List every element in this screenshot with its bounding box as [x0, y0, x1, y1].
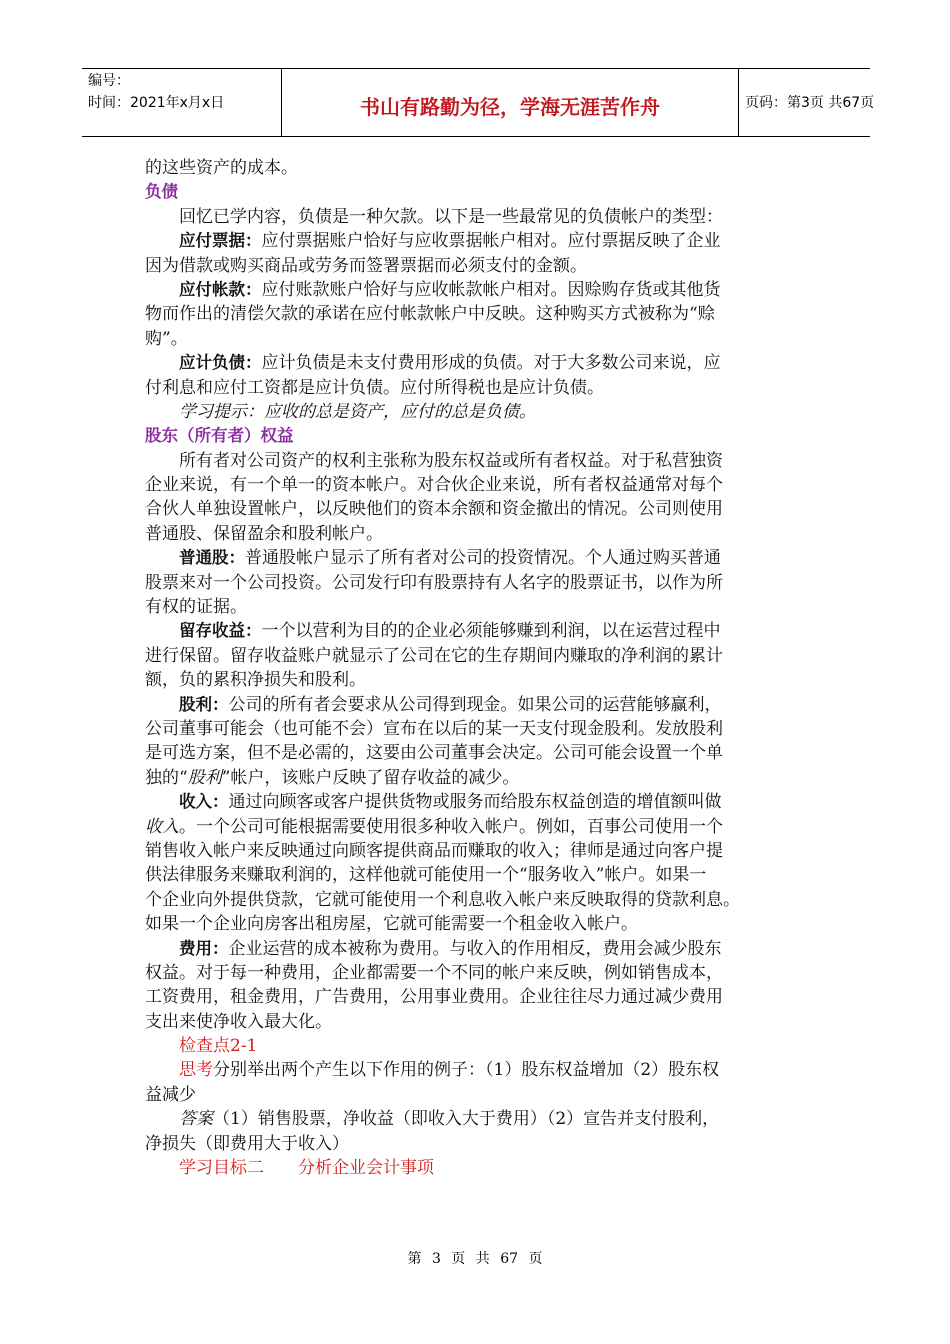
paragraph-line: 应付帐款：应付账款账户恰好与应收帐款帐户相对。因赊购存货或其他货 — [179, 279, 721, 300]
paragraph-line: 权益。对于每一种费用，企业都需要一个不同的帐户来反映，例如销售成本， — [145, 962, 723, 983]
paragraph-line: 购”。 — [145, 328, 188, 349]
paragraph-line: 合伙人单独设置帐户，以反映他们的资本余额和资金撤出的情况。公司则使用 — [145, 499, 723, 520]
paragraph-line: 个企业向外提供贷款，它就可能使用一个利息收入帐户来反映取得的贷款利息。 — [145, 889, 740, 910]
paragraph-line: 应计负债：应计负债是未支付费用形成的负债。对于大多数公司来说，应 — [179, 353, 721, 374]
learning-objective-heading: 学习目标二 分析企业会计事项 — [179, 1158, 434, 1179]
term-accounts-payable: 应付帐款： — [179, 279, 262, 299]
paragraph-line: 应付票据：应付票据账户恰好与应收票据帐户相对。应付票据反映了企业 — [179, 231, 721, 252]
paragraph-line: 益减少 — [145, 1084, 196, 1105]
number-label: 编号： — [88, 73, 130, 89]
think-label: 思考 — [179, 1060, 213, 1081]
paragraph-line: 付利息和应付工资都是应计负债。应付所得税也是应计负债。 — [145, 377, 604, 398]
paragraph-line: 股票来对一个公司投资。公司发行印有股票持有人名字的股票证书，以作为所 — [145, 572, 723, 593]
header-right-cell — [739, 69, 875, 136]
header-page-info: 页码：第3页 共67页 — [745, 95, 875, 111]
checkpoint-heading: 检查点2-1 — [179, 1036, 258, 1057]
answer-label: 答案 — [179, 1109, 213, 1130]
paragraph-line: 股利：公司的所有者会要求从公司得到现金。如果公司的运营能够赢利， — [179, 694, 722, 715]
paragraph-line: 所有者对公司资产的权利主张称为股东权益或所有者权益。对于私营独资 — [179, 450, 723, 471]
paragraph-line: 的这些资产的成本。 — [145, 158, 298, 178]
header-left-cell — [82, 69, 282, 136]
section-heading-equity: 股东（所有者）权益 — [145, 426, 294, 446]
paragraph-line: 思考分别举出两个产生以下作用的例子：（1）股东权益增加（2）股东权 — [179, 1060, 720, 1081]
paragraph-line: 公司董事可能会（也可能不会）宣布在以后的某一天支付现金股利。发放股利 — [145, 718, 723, 739]
header-motto: 书山有路勤为径，学海无涯苦作舟 — [360, 95, 660, 119]
page-footer: 第 3 页 共 67 页 — [407, 1251, 543, 1267]
section-heading-liabilities: 负债 — [145, 182, 178, 202]
paragraph-line: 额，负的累积净损失和股利。 — [145, 670, 366, 691]
term-retained-earnings: 留存收益： — [179, 621, 262, 641]
paragraph-line: 留存收益：一个以营利为目的的企业必须能够赚到利润，以在运营过程中 — [179, 621, 721, 642]
document-body — [145, 156, 810, 1180]
paragraph-line: 是可选方案，但不是必需的，这要由公司董事会决定。公司可能会设置一个单 — [145, 743, 723, 764]
paragraph-line: 收入：通过向顾客或客户提供货物或服务而给股东权益创造的增值额叫做 — [179, 792, 722, 813]
term-dividends: 股利： — [179, 694, 229, 714]
paragraph-line: 净损失（即费用大于收入） — [145, 1133, 349, 1154]
paragraph-line: 普通股、保留盈余和股利帐户。 — [145, 523, 383, 544]
page-header — [82, 68, 875, 137]
paragraph-line: 支出来使净收入最大化。 — [145, 1011, 332, 1032]
paragraph-line: 进行保留。留存收益账户就显示了公司在它的生存期间内赚取的净利润的累计 — [145, 645, 723, 666]
term-revenue: 收入： — [179, 792, 229, 812]
paragraph-line: 回忆已学内容，负债是一种欠款。以下是一些最常见的负债帐户的类型： — [179, 206, 723, 227]
paragraph-line: 物而作出的清偿欠款的承诺在应付帐款帐户中反映。这种购买方式被称为“赊 — [145, 304, 715, 325]
paragraph-line: 答案（1）销售股票，净收益（即收入大于费用）（2）宣告并支付股利， — [179, 1109, 720, 1130]
paragraph-line: 供法律服务来赚取利润的，这样他就可能使用一个“服务收入”帐户。如果一 — [145, 865, 707, 886]
paragraph-line: 销售收入帐户来反映通过向顾客提供商品而赚取的收入；律师是通过向客户提 — [145, 840, 723, 861]
term-accrued-liabilities: 应计负债： — [179, 353, 262, 373]
paragraph-line: 如果一个企业向房客出租房屋，它就可能需要一个租金收入帐户。 — [145, 914, 638, 935]
paragraph-line: 企业来说，有一个单一的资本帐户。对合伙企业来说，所有者权益通常对每个 — [145, 475, 723, 496]
paragraph-line: 因为借款或购买商品或劳务而签署票据而必须支付的金额。 — [145, 255, 587, 276]
term-notes-payable: 应付票据： — [179, 231, 262, 251]
paragraph-line: 独的“股利”帐户，该账户反映了留存收益的减少。 — [145, 767, 520, 788]
paragraph-line: 费用：企业运营的成本被称为费用。与收入的作用相反，费用会减少股东 — [179, 938, 722, 959]
paragraph-line: 有权的证据。 — [145, 597, 247, 618]
header-center-cell — [282, 69, 739, 136]
paragraph-line: 普通股：普通股帐户显示了所有者对公司的投资情况。个人通过购买普通 — [179, 548, 721, 569]
date-label: 时间：2021年x月x日 — [88, 95, 225, 111]
paragraph-line: 收入。一个公司可能根据需要使用很多种收入帐户。例如，百事公司使用一个 — [145, 816, 723, 837]
term-common-stock: 普通股： — [179, 548, 245, 568]
term-expenses: 费用： — [179, 938, 229, 958]
paragraph-line: 工资费用，租金费用，广告费用，公用事业费用。企业往往尽力通过减少费用 — [145, 987, 723, 1008]
study-tip: 学习提示：应收的总是资产，应付的总是负债。 — [179, 401, 536, 422]
